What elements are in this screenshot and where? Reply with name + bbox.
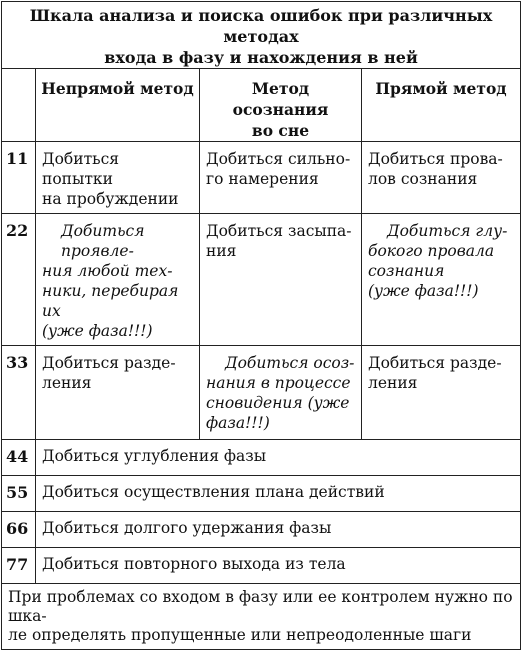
header-empty — [2, 69, 36, 142]
step-cell-indirect — [36, 142, 200, 214]
step-number: 55 — [2, 476, 36, 512]
step-cell-direct — [362, 214, 521, 346]
step-number: 33 — [2, 346, 36, 440]
table-row — [2, 214, 521, 346]
footer-line-1: При проблемах со входом в фазу или ее контролем нужно по шка- — [8, 588, 513, 625]
cell-line: ния — [206, 242, 237, 260]
table-row — [2, 440, 521, 476]
step-cell-direct — [362, 346, 521, 440]
cell-line: ления — [42, 374, 92, 392]
cell-line: Добиться глу- — [387, 222, 508, 240]
table-row — [2, 346, 521, 440]
step-text: Добиться углубления фазы — [36, 440, 521, 476]
table-row — [2, 142, 521, 214]
step-cell-dream — [200, 142, 362, 214]
error-analysis-table — [1, 1, 521, 650]
cell-line: го намерения — [206, 170, 319, 188]
cell-line: ники, перебирая их — [42, 282, 179, 320]
step-number: 22 — [2, 214, 36, 346]
cell-line: нания в процессе — [206, 374, 351, 392]
title-line-1: Шкала анализа и поиска ошибок при различных методах — [29, 6, 493, 46]
step-text: Добиться осуществления плана действий — [36, 476, 521, 512]
header-direct: Прямой метод — [362, 69, 521, 142]
header-dream-awareness — [200, 69, 362, 142]
table-row — [2, 548, 521, 584]
step-number: 44 — [2, 440, 36, 476]
cell-line: Добиться попытки — [42, 150, 120, 188]
cell-line: (уже фаза!!!) — [42, 322, 153, 340]
cell-line: (уже фаза!!!) — [368, 282, 479, 300]
table-row — [2, 512, 521, 548]
footer-line-2: ле определять пропущенные или непреодоленные шаги — [8, 626, 472, 644]
cell-line: ния любой тех- — [42, 262, 173, 280]
cell-line: сновидения (уже — [206, 394, 350, 412]
cell-line: Добиться прова- — [368, 150, 503, 168]
cell-line: Добиться разде- — [368, 354, 502, 372]
step-text: Добиться повторного выхода из тела — [36, 548, 521, 584]
table-footer-note — [2, 584, 521, 650]
cell-line: на пробуждении — [42, 190, 179, 208]
cell-line: сознания — [368, 262, 445, 280]
cell-line: Добиться разде- — [42, 354, 176, 372]
cell-line: лов сознания — [368, 170, 478, 188]
step-text: Добиться долгого удержания фазы — [36, 512, 521, 548]
header-dream-awareness-label: Метод осознания во сне — [232, 79, 329, 140]
cell-line: Добиться сильно- — [206, 150, 351, 168]
step-number: 66 — [2, 512, 36, 548]
cell-line: Добиться засыпа- — [206, 222, 352, 240]
table-row — [2, 476, 521, 512]
step-cell-indirect — [36, 214, 200, 346]
step-number: 77 — [2, 548, 36, 584]
cell-line: фаза!!!) — [206, 414, 270, 432]
cell-line: ления — [368, 374, 418, 392]
step-cell-dream — [200, 346, 362, 440]
step-cell-direct — [362, 142, 521, 214]
step-cell-dream — [200, 214, 362, 346]
title-line-2: входа в фазу и нахождения в ней — [104, 48, 418, 67]
header-indirect: Непрямой метод — [36, 69, 200, 142]
step-cell-indirect — [36, 346, 200, 440]
cell-line: Добиться осоз- — [225, 354, 355, 372]
cell-line: Добиться проявле- — [61, 222, 145, 260]
cell-line: бокого провала — [368, 242, 495, 260]
table-title — [2, 2, 521, 69]
step-number: 11 — [2, 142, 36, 214]
